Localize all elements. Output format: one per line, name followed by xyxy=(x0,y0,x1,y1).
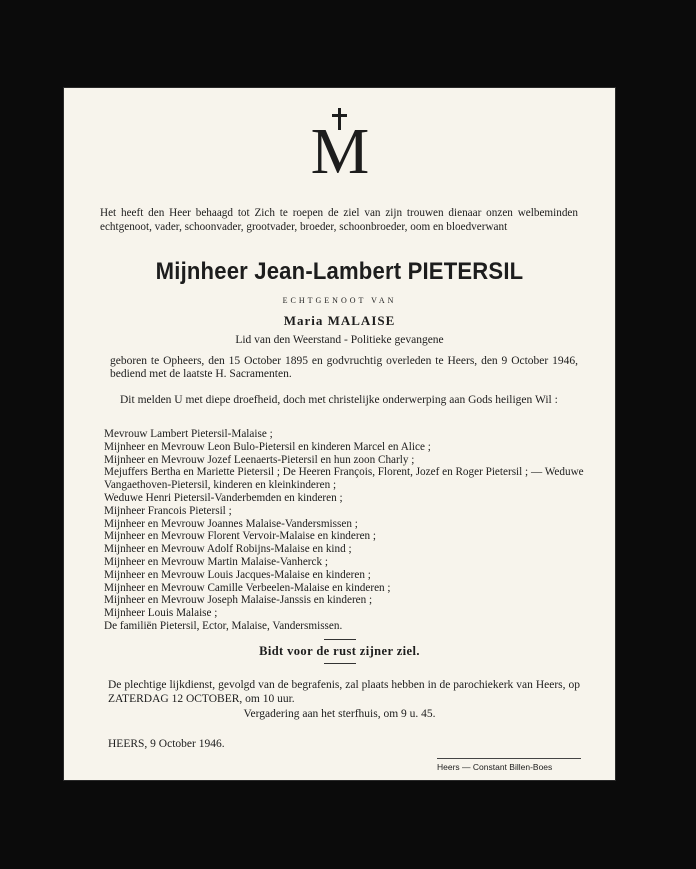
deceased-name: Mijnheer Jean-Lambert PIETERSIL xyxy=(155,258,524,285)
family-member: Mijnheer Louis Malaise ; xyxy=(104,607,218,620)
birth-death-text: geboren te Opheers, den 15 October 1895 en godvruchtig overleden te Heers, den 9 October 1946, bediend met de laatste H. Sacramenten. xyxy=(110,355,578,380)
family-member: Mijnheer en Mevrouw Camille Verbeelen-Malaise en kinderen ; xyxy=(104,581,391,594)
marian-monogram xyxy=(64,106,615,182)
service-text: De plechtige lijkdienst, gevolgd van de begrafenis, zal plaats hebben in de parochiekerk van Heers, op ZATERDAG 12 OCTOBER, om 10 uur. xyxy=(108,679,580,705)
family-member: Weduwe Henri Pietersil-Vanderbemden en kinderen ; xyxy=(104,491,343,504)
family-member: Mijnheer en Mevrouw Florent Vervoir-Malaise en kinderen ; xyxy=(104,530,377,543)
family-member: Mejuffers Bertha en Mariette Pietersil ; De Heeren François, Florent, Jozef en Roger Pietersil ; — Weduwe Vangaethoven-Pietersil, kinderen en kleinkinderen ; xyxy=(104,466,584,492)
family-member: Mijnheer Francois Pietersil ; xyxy=(104,504,232,517)
death-notice-card xyxy=(64,88,615,780)
printer-credit: Heers — Constant Billen-Boes xyxy=(437,762,553,772)
family-member: Mijnheer en Mevrouw Louis Jacques-Malaise en kinderen ; xyxy=(104,568,371,581)
printer-rule xyxy=(437,758,581,759)
cross-m-monogram-icon xyxy=(295,106,385,182)
family-member: Mijnheer en Mevrouw Joseph Malaise-Janssis en kinderen ; xyxy=(104,594,373,607)
family-member: Mijnheer en Mevrouw Leon Bulo-Pietersil en kinderen Marcel en Alice ; xyxy=(104,440,431,453)
family-list xyxy=(104,428,584,633)
place-date: HEERS, 9 October 1946. xyxy=(108,738,225,750)
divider-bottom xyxy=(324,663,356,664)
intro-text: Het heeft den Heer behaagd tot Zich te roepen de ziel van zijn trouwen dienaar onzen welbeminden echtgenoot, vader, schoonvader, grootvader, broeder, schoonbroeder, oom en bloedverwant xyxy=(100,207,578,233)
spouse-name: Maria MALAISE xyxy=(283,313,396,328)
gathering-text: Vergadering aan het sterfhuis, om 9 u. 45. xyxy=(243,708,436,720)
family-member: Mijnheer en Mevrouw Jozef Leenaerts-Pietersil en hun zoon Charly ; xyxy=(104,453,415,466)
family-member: Mijnheer en Mevrouw Martin Malaise-Vanherck ; xyxy=(104,555,328,568)
family-member: De familiën Pietersil, Ector, Malaise, Vandersmissen. xyxy=(104,619,343,632)
announcement-text xyxy=(106,394,578,407)
prayer-line: Bidt voor de rust zijner ziel. xyxy=(259,644,420,658)
svg-text:M: M xyxy=(310,115,369,182)
family-member: Mijnheer en Mevrouw Adolf Robijns-Malaise en kind ; xyxy=(104,543,352,556)
spouse-label: ECHTGENOOT VAN xyxy=(282,296,397,305)
announcement-content: Dit melden U met diepe droefheid, doch met christelijke onderwerping aan Gods heiligen Wil : xyxy=(120,394,558,406)
family-member: Mevrouw Lambert Pietersil-Malaise ; xyxy=(104,428,273,440)
member-line: Lid van den Weerstand - Politieke gevangene xyxy=(235,334,444,346)
divider-top xyxy=(324,639,356,640)
family-member: Mijnheer en Mevrouw Joannes Malaise-Vandersmissen ; xyxy=(104,517,358,530)
